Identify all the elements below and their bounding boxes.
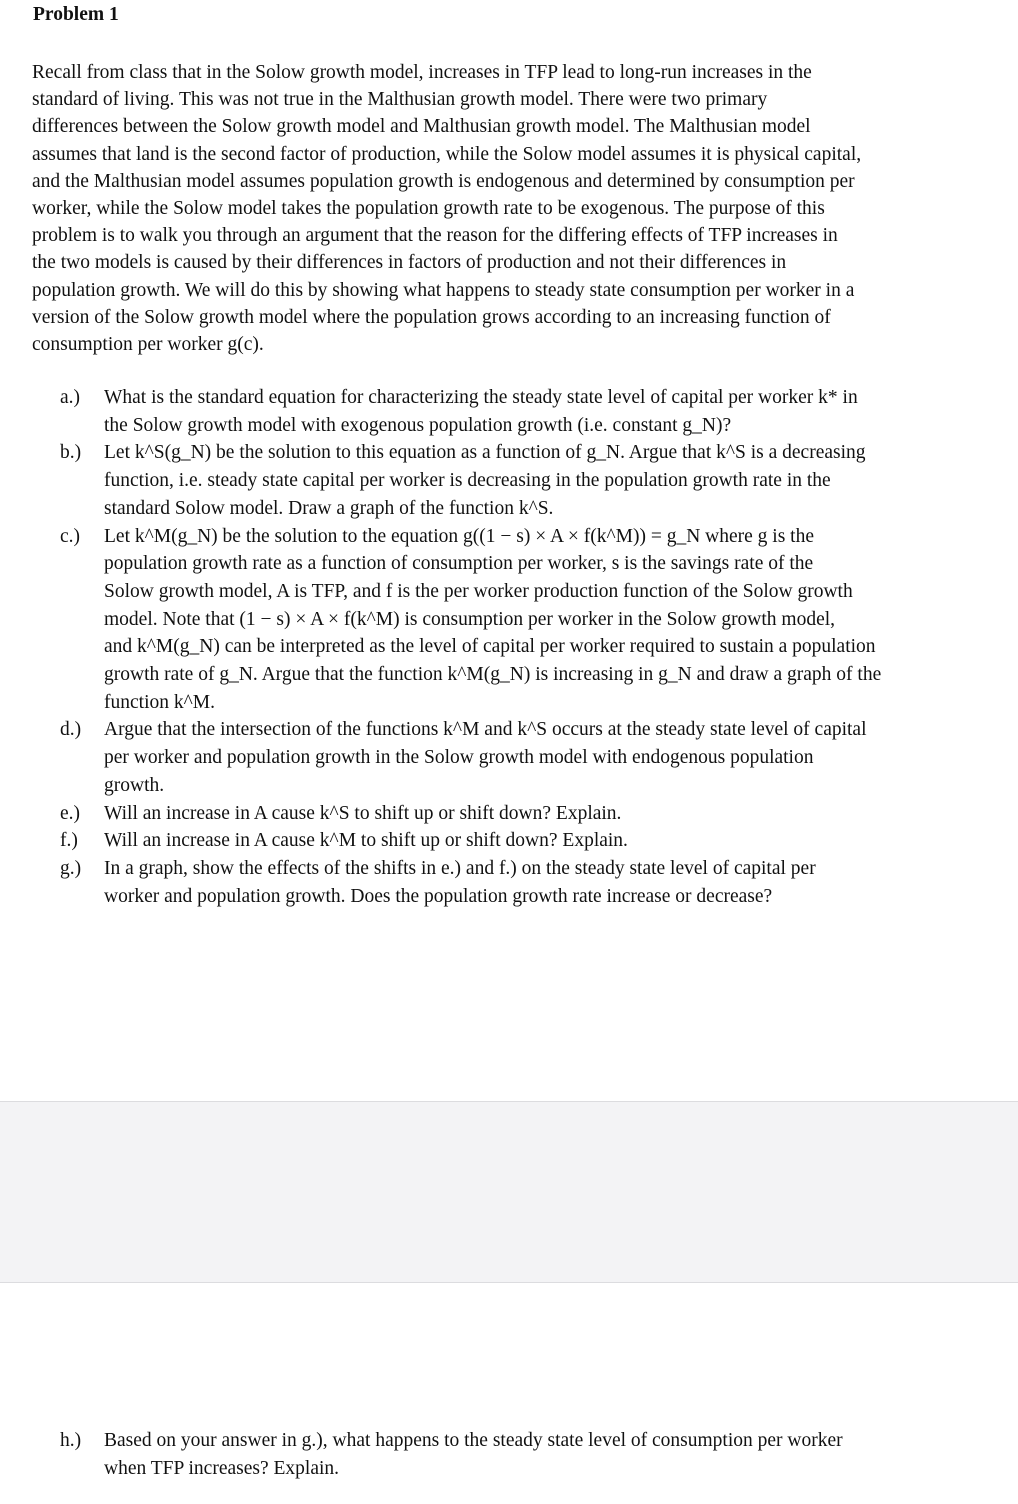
question-line: Argue that the intersection of the functions k^M and k^S occurs at the steady state level of capital	[104, 719, 867, 741]
question-line: Will an increase in A cause k^M to shift up or shift down? Explain.	[104, 830, 628, 852]
page-separator-band	[0, 1194, 1018, 1283]
question-line: growth.	[104, 774, 165, 796]
question-line: Let k^S(g_N) be the solution to this equation as a function of g_N. Argue that k^S is a decreasing	[104, 442, 866, 464]
intro-line: version of the Solow growth model where the population grows according to an increasing function of	[32, 306, 831, 328]
intro-line: population growth. We will do this by showing what happens to steady state consumption per worker in a	[32, 279, 855, 301]
question-h-body	[60, 1427, 960, 1482]
question-a	[60, 384, 960, 439]
question-line: Based on your answer in g.), what happens to the steady state level of consumption per worker	[104, 1430, 843, 1451]
question-e	[60, 800, 960, 828]
intro-line: problem is to walk you through an argument that the reason for the differing effects of TFP increases in	[32, 225, 838, 247]
question-line: standard Solow model. Draw a graph of the function k^S.	[104, 497, 554, 519]
question-label: d.)	[60, 719, 82, 741]
question-line: per worker and population growth in the Solow growth model with endogenous population	[104, 747, 814, 769]
question-line: function, i.e. steady state capital per worker is decreasing in the population growth rate in the	[104, 470, 831, 492]
question-line: In a graph, show the effects of the shifts in e.) and f.) on the steady state level of capital per	[104, 857, 816, 879]
intro-line: Recall from class that in the Solow growth model, increases in TFP lead to long-run increases in the	[32, 62, 812, 83]
intro-line: differences between the Solow growth model and Malthusian growth model. The Malthusian model	[32, 116, 811, 138]
intro-line: assumes that land is the second factor of production, while the Solow model assumes it is physical capital,	[32, 143, 862, 165]
question-line: model. Note that (1 − s) × A × f(k^M) is consumption per worker in the Solow growth model,	[104, 608, 836, 630]
question-line: Will an increase in A cause k^S to shift up or shift down? Explain.	[104, 802, 622, 824]
question-c	[60, 523, 960, 717]
page-separator-band	[0, 1101, 1018, 1195]
question-line: when TFP increases? Explain.	[104, 1457, 340, 1479]
question-list	[60, 384, 960, 910]
question-f	[60, 827, 960, 855]
question-line: Let k^M(g_N) be the solution to the equation g((1 − s) × A × f(k^M)) = g_N where g is the	[104, 525, 814, 547]
question-line: Solow growth model, A is TFP, and f is the per worker production function of the Solow growth	[104, 580, 853, 602]
question-line: the Solow growth model with exogenous population growth (i.e. constant g_N)?	[104, 414, 732, 436]
question-label: b.)	[60, 442, 82, 464]
intro-line: worker, while the Solow model takes the population growth rate to be exogenous. The purpose of this	[32, 198, 825, 220]
intro-paragraph	[32, 59, 982, 358]
question-line: population growth rate as a function of consumption per worker, s is the savings rate of the	[104, 553, 814, 575]
question-line: What is the standard equation for characterizing the steady state level of capital per worker k* in	[104, 387, 858, 408]
question-line: worker and population growth. Does the population growth rate increase or decrease?	[104, 885, 773, 907]
question-label: e.)	[60, 802, 81, 824]
question-line: function k^M.	[104, 691, 215, 713]
question-label: a.)	[60, 387, 81, 408]
question-line: and k^M(g_N) can be interpreted as the level of capital per worker required to sustain a population	[104, 636, 876, 658]
intro-line: consumption per worker g(c).	[32, 334, 264, 356]
question-line: growth rate of g_N. Argue that the function k^M(g_N) is increasing in g_N and draw a graph of the	[104, 664, 882, 686]
intro-line: and the Malthusian model assumes population growth is endogenous and determined by consumption per	[32, 170, 855, 192]
question-label: h.)	[60, 1430, 82, 1451]
intro-line: the two models is caused by their differences in factors of production and not their differences in	[32, 252, 787, 274]
question-label: g.)	[60, 857, 82, 879]
question-g	[60, 855, 960, 910]
problem-title: Problem 1	[33, 4, 119, 25]
question-d	[60, 716, 960, 799]
question-b	[60, 439, 960, 522]
intro-line: standard of living. This was not true in the Malthusian growth model. There were two primary	[32, 89, 768, 111]
question-label: c.)	[60, 525, 81, 547]
question-h	[60, 1427, 960, 1482]
question-label: f.)	[60, 830, 78, 852]
